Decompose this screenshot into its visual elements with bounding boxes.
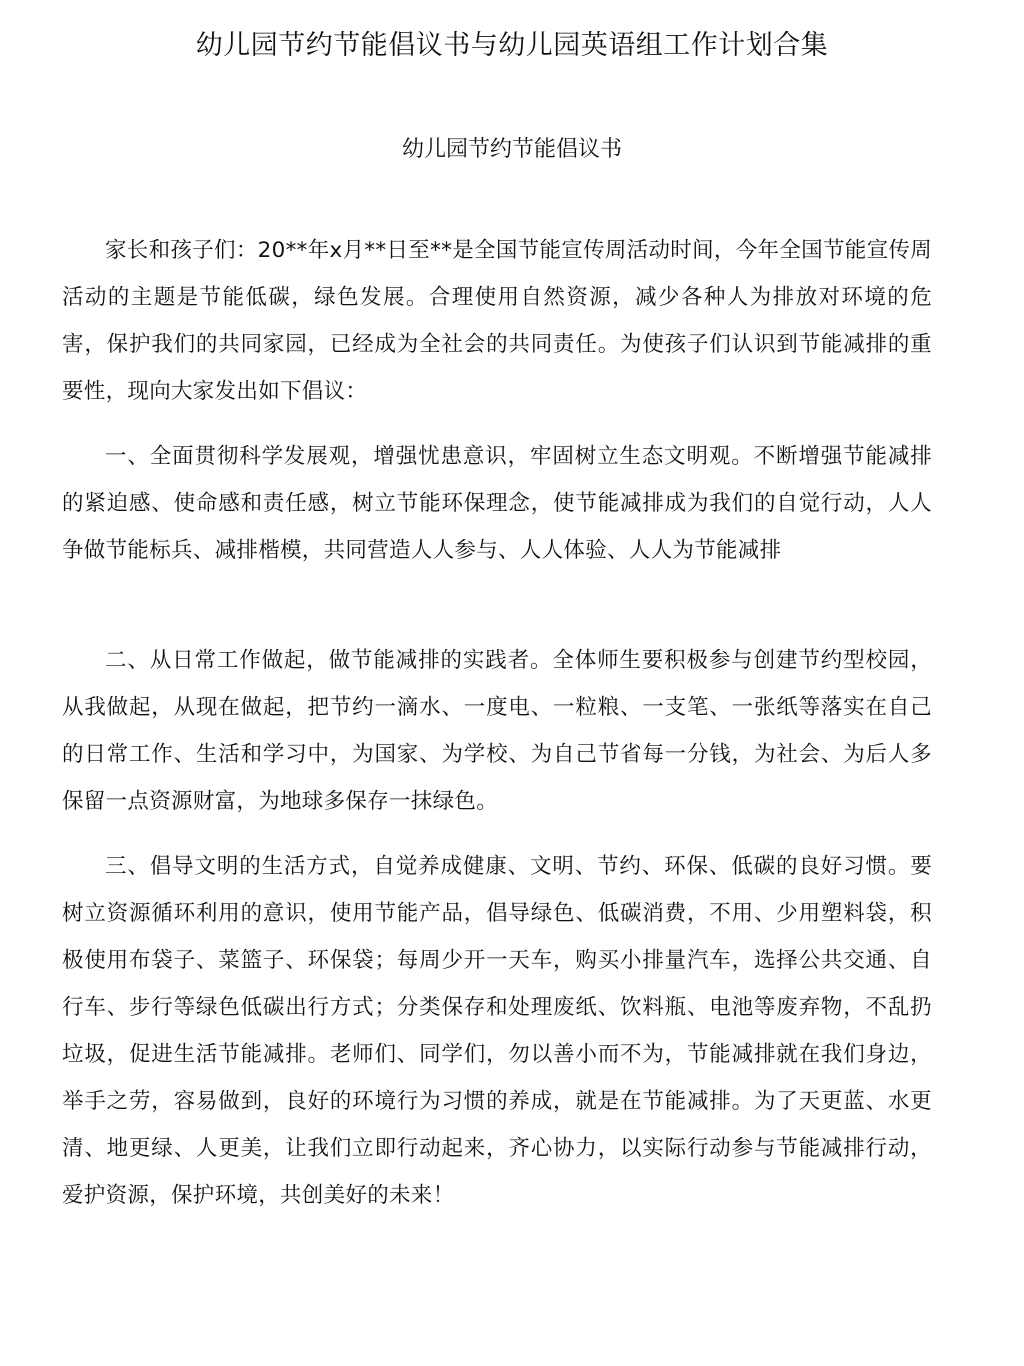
section-title: 幼儿园节约节能倡议书 — [401, 137, 622, 162]
paragraph-intro: 家长和孩子们：20**年x月**日至**是全国节能宣传周活动时间，今年全国节能宣传周活动的主题是节能低碳，绿色发展。合理使用自然资源，减少各种人为排放对环境的危害，保护我们的共同家园，已经成为全社会的共同责任。为使孩子们认识到节能减排的重要性，现向大家发出如下倡议： — [62, 238, 932, 404]
paragraph-item-3: 三、倡导文明的生活方式，自觉养成健康、文明、节约、环保、低碳的良好习惯。要树立资源循环利用的意识，使用节能产品，倡导绿色、低碳消费，不用、少用塑料袋，积极使用布袋子、菜篮子、环保袋；每周少开一天车，购买小排量汽车，选择公共交通、自行车、步行等绿色低碳出行方式；分类保存和处理废纸、饮料瓶、电池等废弃物，不乱扔垃圾，促进生活节能减排。老师们、同学们，勿以善小而不为，节能减排就在我们身边，举手之劳，容易做到，良好的环境行为习惯的养成，就是在节能减排。为了天更蓝、水更清、地更绿、人更美，让我们立即行动起来，齐心协力，以实际行动参与节能减排行动，爱护资源，保护环境，共创美好的未来！ — [62, 854, 932, 1208]
document-title: 幼儿园节约节能倡议书与幼儿园英语组工作计划合集 — [195, 30, 829, 61]
paragraph-item-1: 一、全面贯彻科学发展观，增强忧患意识，牢固树立生态文明观。不断增强节能减排的紧迫感、使命感和责任感，树立节能环保理念，使节能减排成为我们的自觉行动，人人争做节能标兵、减排楷模，共同营造人人参与、人人体验、人人为节能减排 — [62, 444, 932, 563]
paragraph-item-2: 二、从日常工作做起，做节能减排的实践者。全体师生要积极参与创建节约型校园，从我做起，从现在做起，把节约一滴水、一度电、一粒粮、一支笔、一张纸等落实在自己的日常工作、生活和学习中，为国家、为学校、为自己节省每一分钱，为社会、为后人多保留一点资源财富，为地球多保存一抹绿色。 — [62, 648, 932, 814]
